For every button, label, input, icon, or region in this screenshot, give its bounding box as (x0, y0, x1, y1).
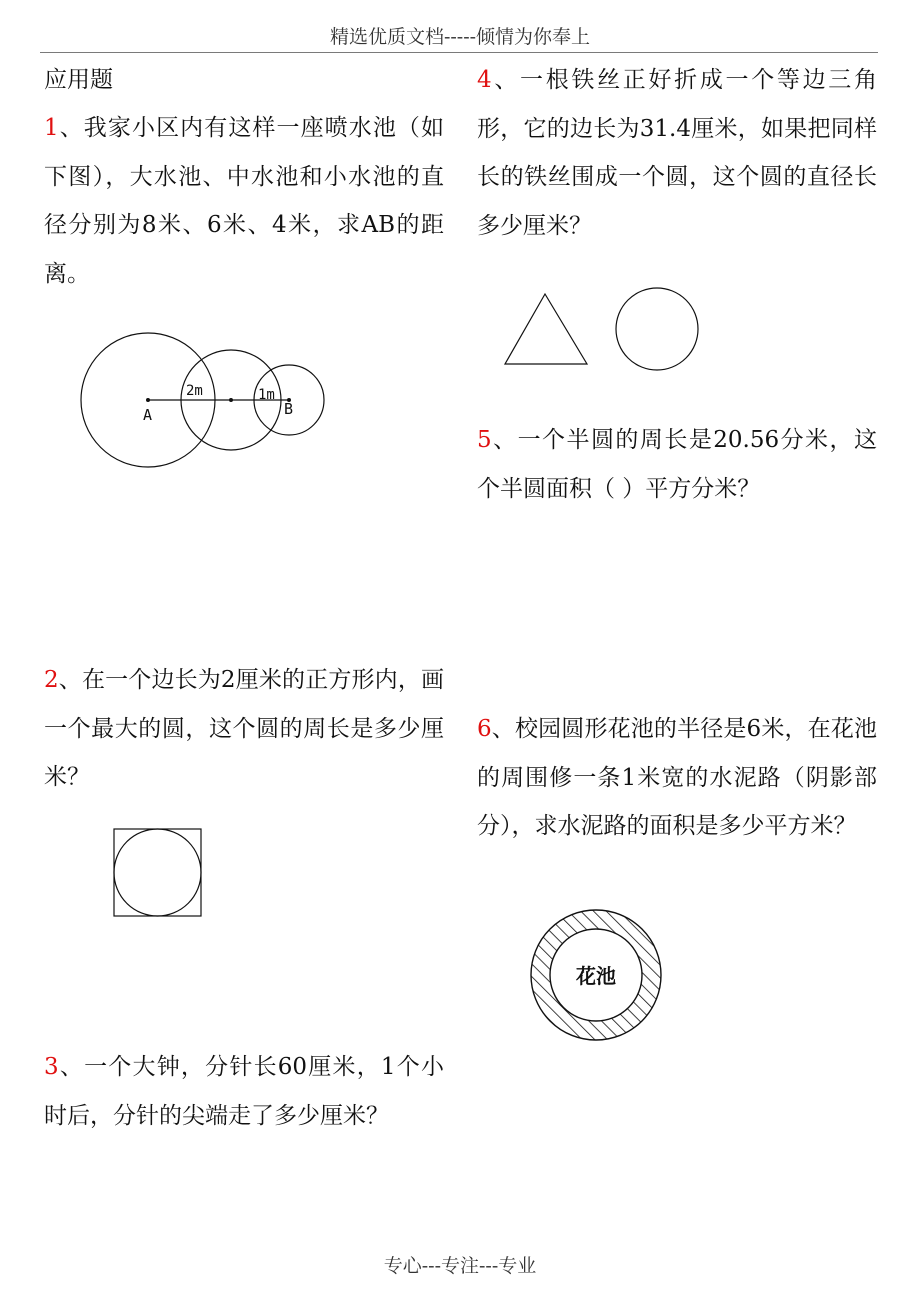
page-footer: 专心---专注---专业 (383, 1255, 537, 1277)
point-a-dot (146, 398, 150, 402)
header-divider (40, 52, 878, 53)
question-4 (477, 56, 877, 250)
question-2 (44, 656, 444, 802)
label-b: B (284, 400, 294, 418)
question-1-text: 、我家小区内有这样一座喷水池（如下图），大水池、中水池和小水池的直径分别为8米、6米、4米，求AB的距离。 (44, 115, 444, 287)
triangle-circle-diagram (500, 285, 702, 375)
question-6 (477, 705, 877, 851)
square-circle-diagram (112, 827, 204, 919)
wire-circle (616, 288, 698, 370)
question-5 (477, 416, 877, 513)
label-a: A (143, 406, 153, 424)
question-2-number: 2 (44, 667, 59, 693)
question-1 (44, 104, 444, 298)
question-4-number: 4 (477, 67, 492, 93)
question-3-number: 3 (44, 1054, 59, 1080)
fountain-diagram (76, 335, 328, 470)
flower-bed-label: 花池 (576, 964, 616, 988)
triangle-shape (505, 294, 587, 364)
question-5-number: 5 (477, 427, 492, 453)
question-4-text: 、一根铁丝正好折成一个等边三角形，它的边长为31.4厘米，如果把同样长的铁丝围成一个圆，这个圆的直径长多少厘米？ (477, 67, 877, 239)
question-2-text: 、在一个边长为2厘米的正方形内，画一个最大的圆，这个圆的周长是多少厘米？ (44, 667, 444, 790)
question-3-text: 、一个大钟，分针长60厘米，1个小时后，分针的尖端走了多少厘米？ (44, 1054, 444, 1129)
inscribed-circle (114, 829, 201, 916)
question-6-number: 6 (477, 716, 492, 742)
center-dot (229, 398, 233, 402)
section-title: 应用题 (44, 67, 113, 93)
question-5-text: 、一个半圆的周长是20.56分米，这个半圆面积（ ）平方分米？ (477, 427, 877, 502)
flower-bed-diagram (528, 908, 664, 1044)
page-header: 精选优质文档-----倾情为你奉上 (329, 26, 591, 48)
label-2m: 2m (186, 383, 203, 399)
question-6-text: 、校园圆形花池的半径是6米，在花池的周围修一条1米宽的水泥路（阴影部分），求水泥路的面积是多少平方米？ (477, 716, 877, 839)
label-1m: 1m (258, 387, 275, 403)
question-3 (44, 1043, 444, 1140)
question-1-number: 1 (44, 115, 59, 141)
